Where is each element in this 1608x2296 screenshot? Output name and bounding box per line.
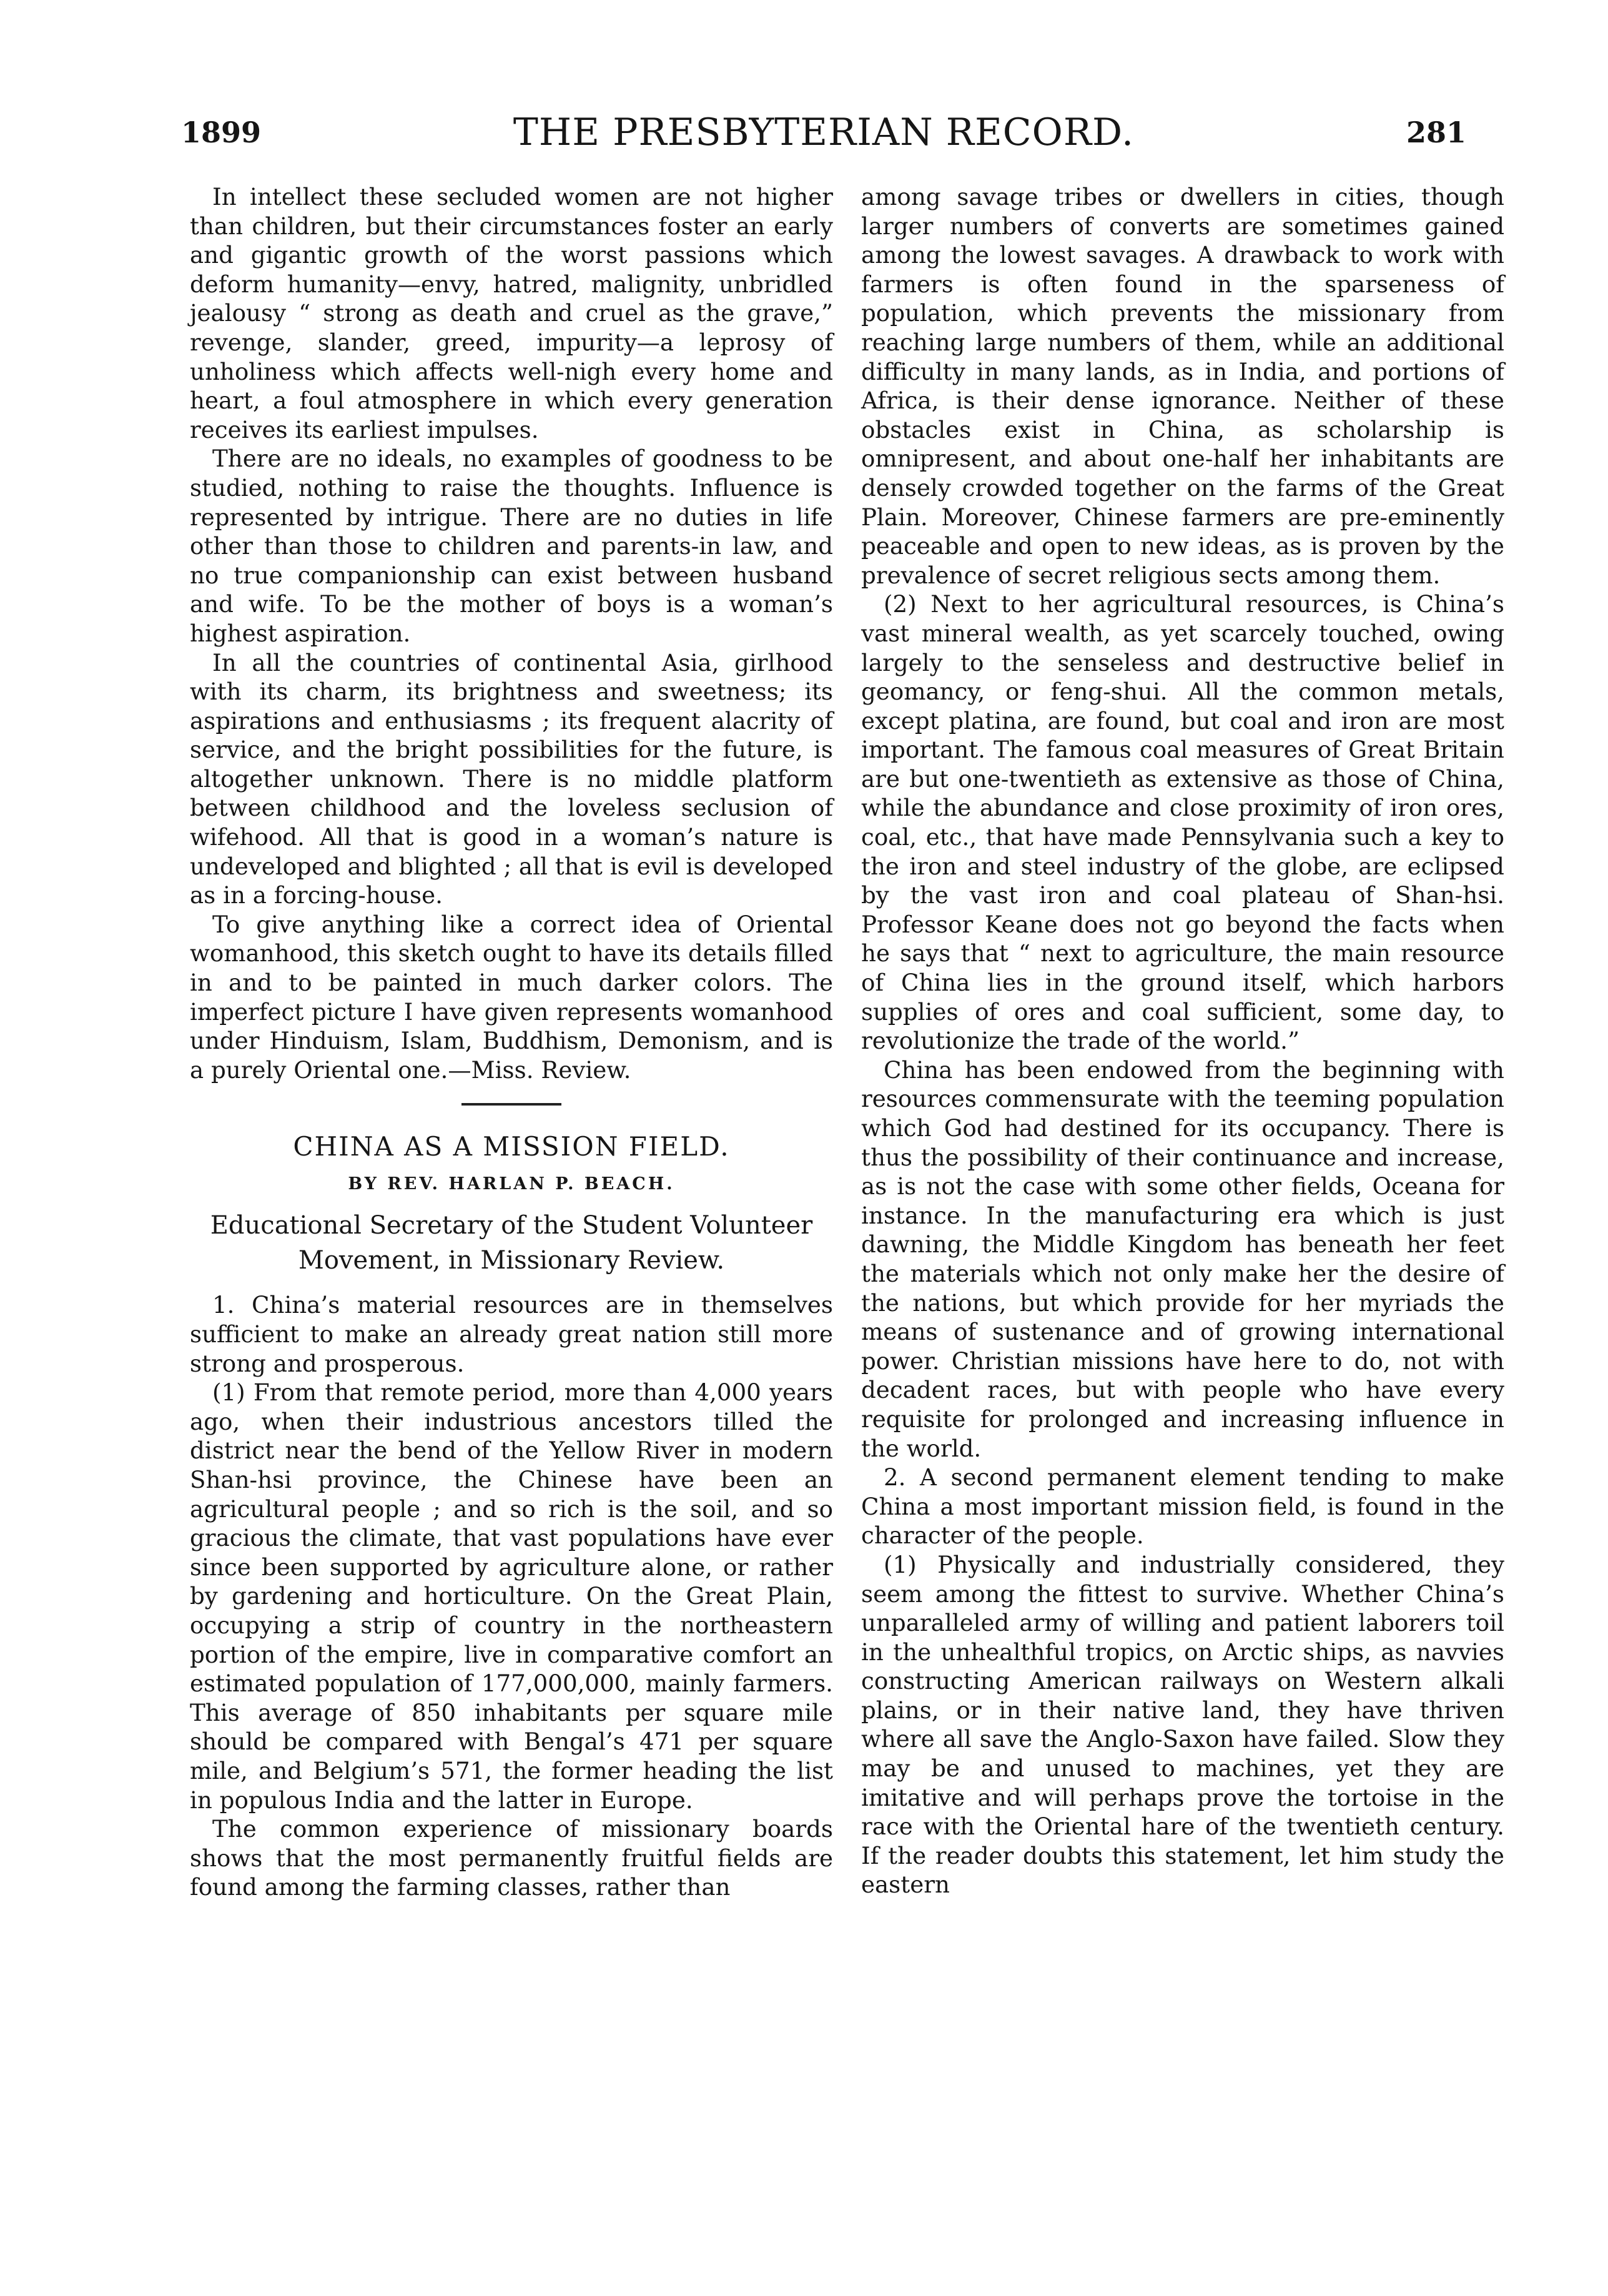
paragraph: among savage tribes or dwellers in cities, though larger numbers of converts are sometimes gained among the lowest savages. A drawback to work with farmers is often found in the sparseness of population, which prevents the missionary from reaching large numbers of them, while an additional difficulty in many lands, as in India, and portions of Africa, is their dense ignorance. Neither of these obstacles exist in China, as scholarship is omnipresent, and about one-half her inhabitants are densely crowded together on the farms of the Great Plain. Moreover, Chinese farmers are pre-eminently peaceable and open to new ideas, as is proven by the prevalence of secret religious sects among them.	[861, 183, 1504, 589]
paragraph: China has been endowed from the beginning with resources commensurate with the teeming population which God had destined for its occupancy. There is thus the possibility of their continuance and increase, as is not the case with some other fields, Oceana for instance. In the manufacturing era which is just dawning, the Middle Kingdom has beneath her feet the materials which not only make her the desire of the nations, but which provide for her myriads the means of sustenance and of growing international power. Christian missions have here to do, not with decadent races, but with people who have every requisite for prolonged and increasing influence in the world.	[861, 1056, 1504, 1462]
paragraph: In all the countries of continental Asia, girlhood with its charm, its brightness and sweetness; its aspirations and enthusiasms ; its frequent alacrity of service, and the bright possibilities for the future, is altogether unknown. There is no middle platform between childhood and the loveless seclusion of wifehood. All that is good in a woman’s nature is undeveloped and blighted ; all that is evil is developed as in a forcing-house.	[190, 648, 833, 909]
article-byline: BY REV. HARLAN P. BEACH.	[348, 1174, 675, 1194]
article-subtitle: Educational Secretary of the Student Volunteer Movement, in Missionary Review.	[210, 1211, 813, 1275]
article-title: CHINA AS A MISSION FIELD.	[293, 1131, 730, 1162]
header-title: THE PRESBYTERIAN RECORD.	[513, 111, 1135, 154]
left-column	[190, 182, 833, 1902]
paragraph: (2) Next to her agricultural resources, is China’s vast mineral wealth, as yet scarcely touched, owing largely to the senseless and destructive belief in geomancy, or feng-shui. All the common metals, except platina, are found, but coal and iron are most important. The famous coal measures of Great Britain are but one-twentieth as extensive as those of China, while the abundance and close proximity of iron ores, coal, etc., that have made Pennsylvania such a key to the iron and steel industry of the globe, are eclipsed by the vast iron and coal plateau of Shan-hsi. Professor Keane does not go beyond the facts when he says that “ next to agriculture, the main resource of China lies in the ground itself, which harbors supplies of ores and coal sufficient, some day, to revolutionize the trade of the world.”	[861, 590, 1504, 1055]
paragraph: 1. China’s material resources are in themselves sufficient to make an already great nation still more strong and prosperous.	[190, 1291, 833, 1377]
paragraph: The common experience of missionary boards shows that the most permanently fruitful fields are found among the farming classes, rather than	[190, 1815, 833, 1901]
header-year: 1899	[181, 116, 262, 149]
section-divider	[461, 1103, 561, 1106]
running-head	[181, 107, 1466, 157]
paragraph: (1) From that remote period, more than 4,000 years ago, when their industrious ancestors tilled the district near the bend of the Yellow River in modern Shan-hsi province, the Chinese have been an agricultural people ; and so rich is the soil, and so gracious the climate, that vast populations have ever since been supported by agriculture alone, or rather by gardening and horticulture. On the Great Plain, occupying a strip of country in the northeastern portion of the empire, live in comparative comfort an estimated population of 177,000,000, mainly farmers. This average of 850 inhabitants per square mile should be compared with Bengal’s 471 per square mile, and Belgium’s 571, the former heading the list in populous India and the latter in Europe.	[190, 1378, 833, 1814]
paragraph: (1) Physically and industrially considered, they seem among the fittest to survive. Whether China’s unparalleled army of willing and patient laborers toil in the unhealthful tropics, on Arctic ships, as navvies constructing American railways on Western alkali plains, or in their native land, they have thriven where all save the Anglo-Saxon have failed. Slow they may be and unused to machines, yet they are imitative and will perhaps prove the tortoise in the race with the Oriental hare of the twentieth century. If the reader doubts this statement, let him study the eastern	[861, 1550, 1504, 1899]
header-page-number: 281	[1406, 116, 1466, 149]
paragraph: 2. A second permanent element tending to make China a most important mission field, is found in the character of the people.	[861, 1463, 1504, 1550]
paragraph: There are no ideals, no examples of goodness to be studied, nothing to raise the thoughts. Influence is represented by intrigue. There are no duties in life other than those to children and parents-in law, and no true companionship can exist between husband and wife. To be the mother of boys is a woman’s highest aspiration.	[190, 445, 833, 647]
paragraph: To give anything like a correct idea of Oriental womanhood, this sketch ought to have its details filled in and to be painted in much darker colors. The imperfect picture I have given represents womanhood under Hinduism, Islam, Buddhism, Demonism, and is a purely Oriental one.—Miss. Review.	[190, 910, 833, 1084]
paragraph: In intellect these secluded women are not higher than children, but their circumstances foster an early and gigantic growth of the worst passions which deform humanity—envy, hatred, malignity, unbridled jealousy “ strong as death and cruel as the grave,” revenge, slander, greed, impurity—a leprosy of unholiness which affects well-nigh every home and heart, a foul atmosphere in which every generation receives its earliest impulses.	[190, 183, 833, 443]
right-column	[861, 182, 1504, 1899]
